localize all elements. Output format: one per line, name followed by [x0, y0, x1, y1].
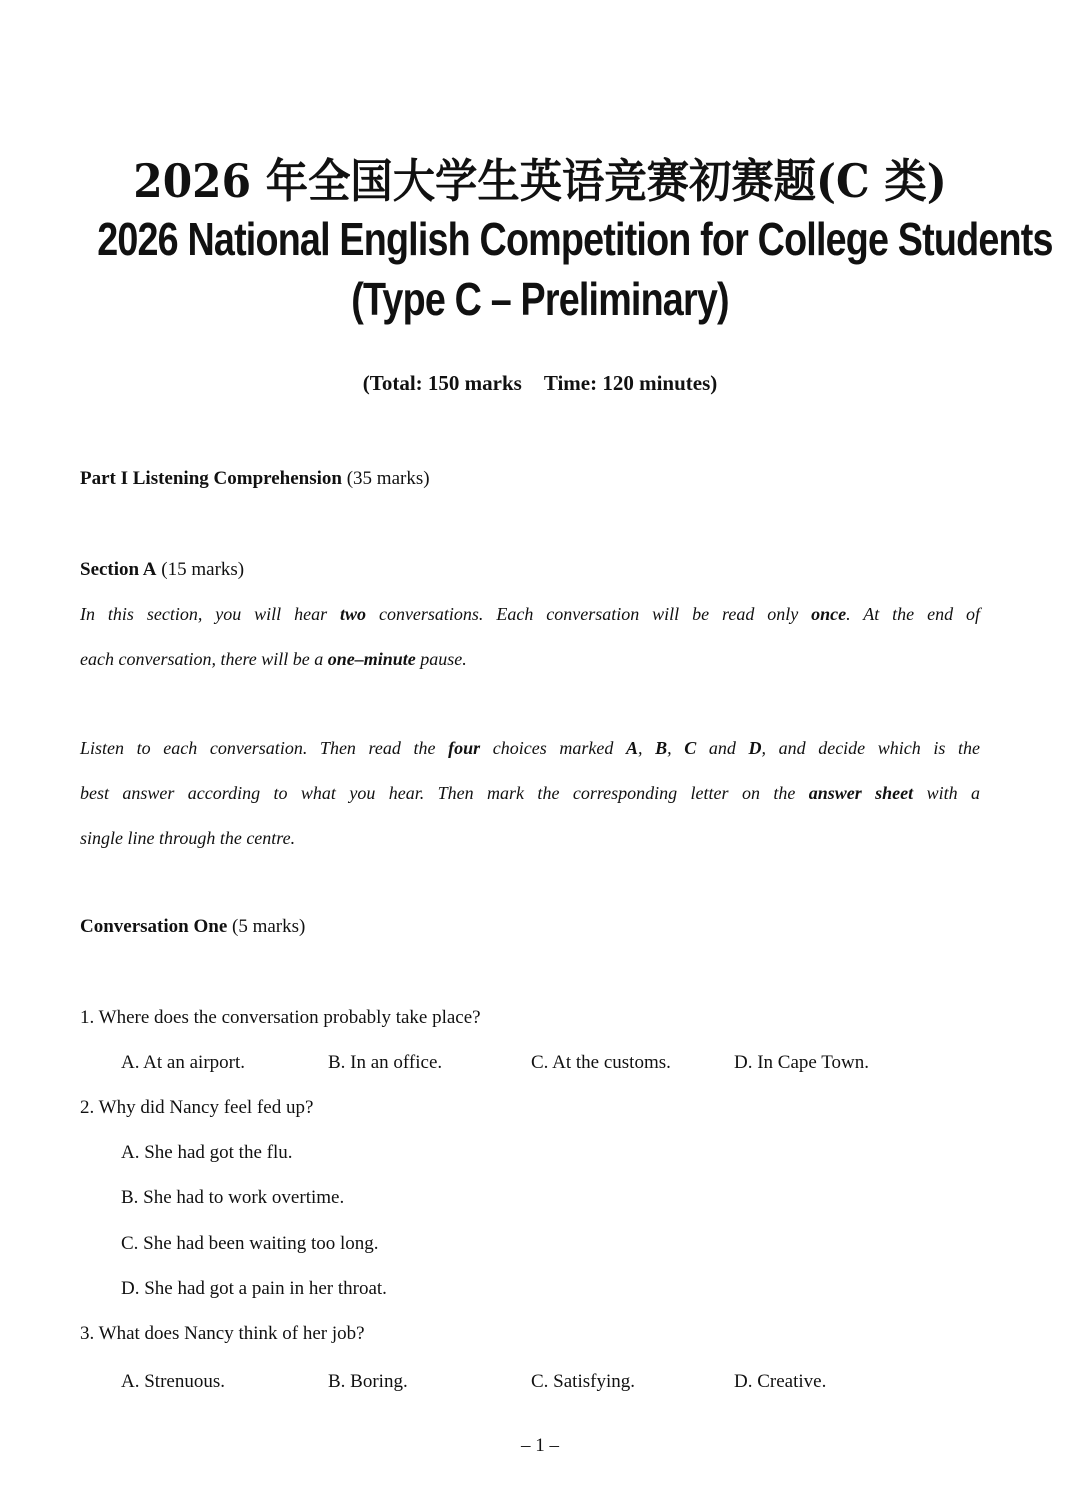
- time-limit: Time: 120 minutes): [543, 371, 718, 395]
- title-chinese: 2026 年全国大学生英语竞赛初赛题(C 类): [133, 154, 947, 208]
- option-1a: A. At an airport.: [121, 1052, 246, 1073]
- instruction-line: In this section, you will hear two conversations. Each conversation will be read only once. At the end of: [80, 604, 981, 624]
- question-1: 1. Where does the conversation probably take place?: [80, 1007, 481, 1028]
- instruction-line: each conversation, there will be a one–minute pause.: [80, 649, 467, 669]
- conversation-label: Conversation One: [80, 916, 228, 937]
- option-1d: D. In Cape Town.: [734, 1052, 869, 1073]
- option-3d: D. Creative.: [734, 1371, 827, 1392]
- option-2b: B. She had to work overtime.: [121, 1187, 345, 1208]
- instruction-line: best answer according to what you hear. Then mark the corresponding letter on the answer sheet with a: [80, 783, 980, 803]
- section-heading: [80, 559, 244, 581]
- conversation-heading: [80, 916, 305, 938]
- option-1b: B. In an office.: [328, 1052, 443, 1073]
- total-marks: (Total: 150 marks: [362, 371, 522, 395]
- question-2: 2. Why did Nancy feel fed up?: [80, 1097, 314, 1118]
- option-2c: C. She had been waiting too long.: [121, 1233, 379, 1254]
- option-1c: C. At the customs.: [531, 1052, 671, 1073]
- option-3a: A. Strenuous.: [121, 1371, 225, 1392]
- conversation-marks: (5 marks): [232, 916, 306, 937]
- section-marks: (15 marks): [161, 559, 245, 580]
- part-label: Part I Listening Comprehension: [80, 468, 342, 489]
- exam-info: [0, 371, 1080, 396]
- option-3b: B. Boring.: [328, 1371, 408, 1392]
- title-english-line2: (Type C – Preliminary): [351, 273, 729, 325]
- option-3c: C. Satisfying.: [531, 1371, 635, 1392]
- option-2a: A. She had got the flu.: [121, 1142, 293, 1163]
- section-label: Section A: [80, 559, 157, 580]
- option-2d: D. She had got a pain in her throat.: [121, 1278, 387, 1299]
- instruction-line: single line through the centre.: [80, 828, 296, 848]
- part-marks: (35 marks): [346, 468, 430, 489]
- part-heading: [80, 468, 430, 490]
- title-english-line1: 2026 National English Competition for College Students: [97, 213, 1053, 265]
- page-number: – 1 –: [521, 1435, 559, 1456]
- question-3: 3. What does Nancy think of her job?: [80, 1323, 365, 1344]
- instruction-line: Listen to each conversation. Then read the four choices marked A, B, C and D, and decide which is the: [80, 738, 981, 758]
